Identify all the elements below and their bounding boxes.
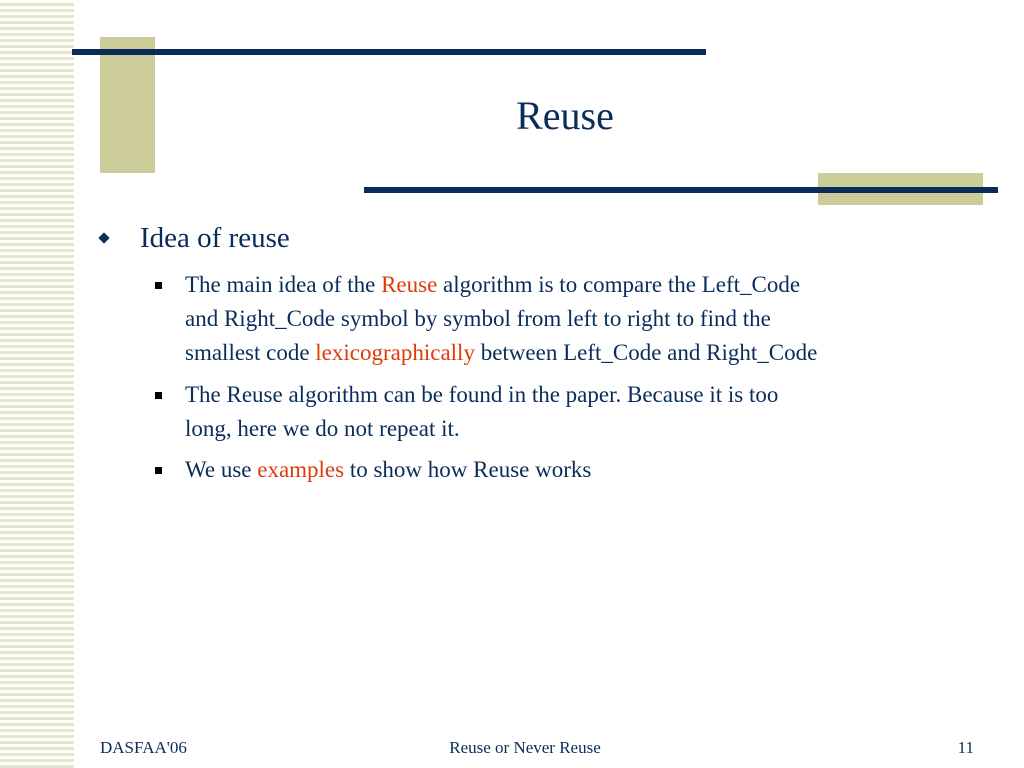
bullet-1-text: The main idea of the Reuse algorithm is to compare the Left_Code and Right_Code symbol by symbol from left to right to find the smallest code lexicographically between Left_Code and Right_Code: [185, 272, 818, 365]
title-rule-bottom: [364, 187, 998, 193]
bullet-2-text: The Reuse algorithm can be found in the paper. Because it is too long, here we do not repeat it.: [185, 382, 779, 441]
footer-center: Reuse or Never Reuse: [449, 738, 601, 757]
level1-text: Idea of reuse: [140, 222, 290, 254]
square-bullet-icon: [155, 392, 162, 399]
footer-left: DASFAA'06: [100, 738, 187, 757]
title-rule-top: [72, 49, 706, 55]
highlight-examples: examples: [257, 457, 345, 482]
title-accent-block-left: [100, 37, 155, 173]
diamond-bullet-icon: [98, 232, 109, 243]
square-bullet-icon: [155, 282, 162, 289]
page-number: 11: [957, 738, 974, 757]
highlight-lexicographically: lexicographically: [315, 340, 475, 365]
slide-title: Reuse: [516, 93, 614, 138]
square-bullet-icon: [155, 467, 162, 474]
decorative-stripes: [0, 0, 74, 768]
highlight-reuse: Reuse: [381, 272, 438, 297]
bullet-3-text: We use examples to show how Reuse works: [185, 457, 592, 482]
